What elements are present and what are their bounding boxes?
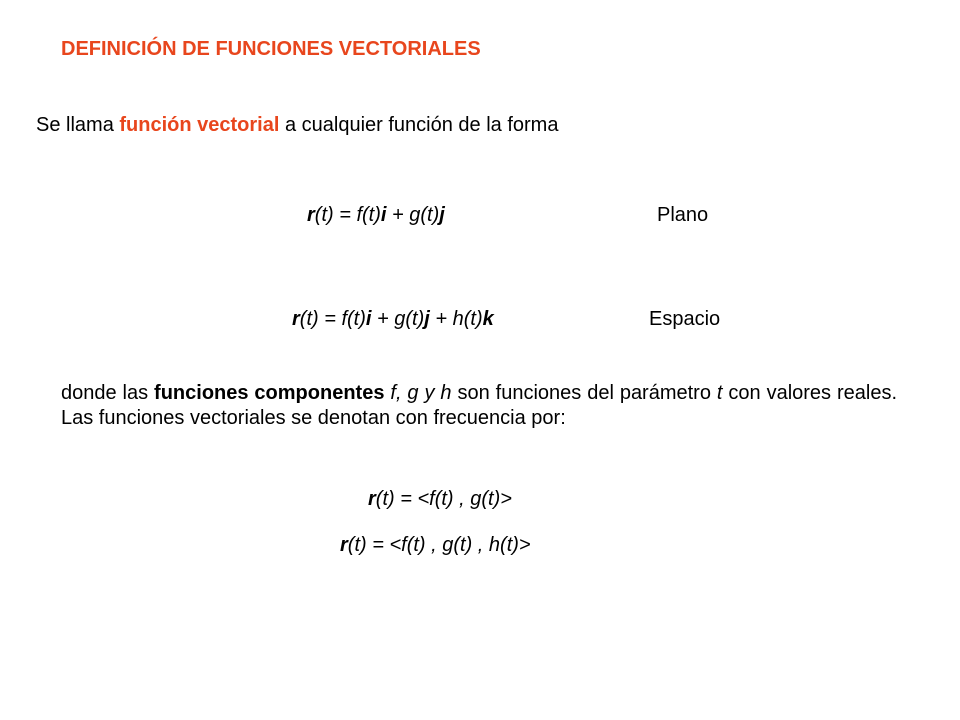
plane-label: Plano	[657, 204, 709, 226]
para-text-1: donde las	[61, 382, 155, 404]
plane-eq-part2: + g(t)	[386, 204, 440, 226]
intro-text-before: Se llama	[36, 114, 120, 136]
space-equation	[292, 308, 494, 331]
para-param: t	[716, 382, 723, 404]
space-eq-part1: (t) = f(t)	[299, 308, 366, 330]
space-eq-part2: + g(t)	[371, 308, 425, 330]
space-notation-r: r	[340, 534, 348, 556]
para-text-4: con valores reales. Las funciones vectoriales se denotan con frecuencia por:	[61, 382, 898, 429]
space-eq-k: k	[482, 308, 494, 330]
plane-eq-i: i	[380, 204, 387, 226]
space-eq-i: i	[365, 308, 372, 330]
space-eq-part3: + h(t)	[429, 308, 483, 330]
plane-eq-j: j	[439, 204, 445, 226]
space-notation-rest: (t) = <f(t) , g(t) , h(t)>	[347, 534, 531, 556]
plane-eq-r: r	[307, 204, 315, 226]
plane-equation	[307, 204, 445, 227]
intro-text-after: a cualquier función de la forma	[279, 114, 559, 136]
space-notation	[340, 534, 531, 557]
plane-eq-part1: (t) = f(t)	[314, 204, 381, 226]
para-vars: f, g y h	[390, 382, 452, 404]
components-paragraph	[61, 381, 897, 431]
plane-notation-rest: (t) = <f(t) , g(t)>	[375, 488, 512, 510]
para-text-3: son funciones del parámetro	[451, 382, 717, 404]
intro-sentence	[36, 114, 558, 137]
para-bold-term: funciones componentes	[154, 382, 385, 404]
space-label: Espacio	[649, 308, 721, 330]
slide-title: DEFINICIÓN DE FUNCIONES VECTORIALES	[61, 38, 481, 60]
intro-highlight-term: función vectorial	[119, 114, 280, 136]
space-eq-r: r	[292, 308, 300, 330]
plane-notation-r: r	[368, 488, 376, 510]
plane-notation	[368, 488, 512, 511]
space-eq-j: j	[424, 308, 430, 330]
